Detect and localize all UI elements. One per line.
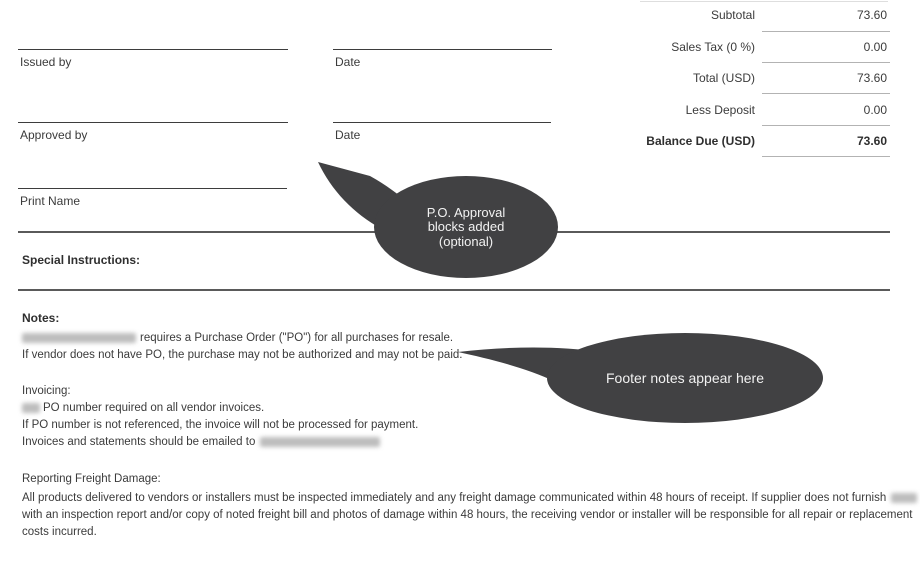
balance-due-label: Balance Due (USD)	[646, 134, 755, 148]
special-instructions-heading: Special Instructions:	[22, 253, 141, 267]
approved-date-line	[333, 122, 551, 123]
totals-underline	[762, 62, 890, 63]
total-label: Total (USD)	[692, 71, 755, 85]
issued-date-label: Date	[335, 55, 361, 69]
issued-by-label: Issued by	[20, 55, 72, 69]
callout-line: (optional)	[438, 233, 494, 249]
freight-line-2: with an inspection report and/or copy of noted freight bill and photos of damage within 48 hours, the receiving vendor or installer will be responsible for all repair or replacement	[22, 509, 913, 521]
print-name-label: Print Name	[20, 194, 81, 208]
sales-tax-label: Sales Tax (0 %)	[671, 40, 755, 54]
notes-line-1-text: requires a Purchase Order ("PO") for all purchases for resale.	[140, 332, 454, 344]
notes-line-2: If vendor does not have PO, the purchase may not be authorized and may not be paid.	[22, 349, 463, 361]
totals-underline	[762, 125, 890, 126]
freight-heading: Reporting Freight Damage:	[22, 473, 161, 485]
invoicing-line-3-text: Invoices and statements should be emailed to	[22, 436, 256, 448]
freight-line-3: costs incurred.	[22, 526, 97, 538]
callout-line: blocks added	[427, 219, 505, 235]
footer-notes-callout-text	[547, 335, 823, 421]
issued-by-signature-line	[18, 49, 288, 50]
total-value: 73.60	[856, 71, 887, 85]
freight-line-1-text: All products delivered to vendors or installers must be inspected immediately and any freight damage communicated within 48 hours of receipt. If supplier does not furnish	[22, 492, 887, 504]
invoicing-line-1	[22, 401, 264, 415]
freight-line-1	[22, 491, 917, 505]
notes-line-1	[22, 331, 453, 345]
redacted-company-name	[22, 333, 136, 343]
subtotal-label: Subtotal	[710, 8, 755, 22]
divider-line	[18, 289, 890, 291]
totals-underline	[762, 156, 890, 157]
invoicing-line-3	[22, 435, 380, 449]
less-deposit-value: 0.00	[863, 103, 887, 117]
po-approval-callout-text	[374, 180, 558, 275]
less-deposit-label: Less Deposit	[685, 103, 755, 117]
print-name-line	[18, 188, 287, 189]
balance-due-value: 73.60	[856, 134, 887, 148]
approved-by-label: Approved by	[20, 128, 88, 142]
redacted-company-abbrev	[22, 403, 40, 413]
sales-tax-value: 0.00	[863, 40, 887, 54]
redacted-email-address	[260, 437, 380, 447]
issued-date-line	[333, 49, 552, 50]
totals-underline	[762, 31, 890, 32]
invoicing-line-2: If PO number is not referenced, the invoice will not be processed for payment.	[22, 419, 419, 431]
callout-line: Footer notes appear here	[606, 370, 764, 386]
redacted-company-abbrev	[891, 493, 917, 503]
subtotal-value: 73.60	[856, 8, 887, 22]
totals-underline	[762, 93, 890, 94]
table-bottom-border	[640, 1, 888, 2]
approved-by-signature-line	[18, 122, 288, 123]
invoicing-line-1-text: PO number required on all vendor invoices.	[43, 402, 265, 414]
callout-line: P.O. Approval	[426, 204, 506, 220]
approved-date-label: Date	[335, 128, 361, 142]
invoicing-heading: Invoicing:	[22, 385, 71, 397]
notes-heading: Notes:	[22, 311, 60, 325]
